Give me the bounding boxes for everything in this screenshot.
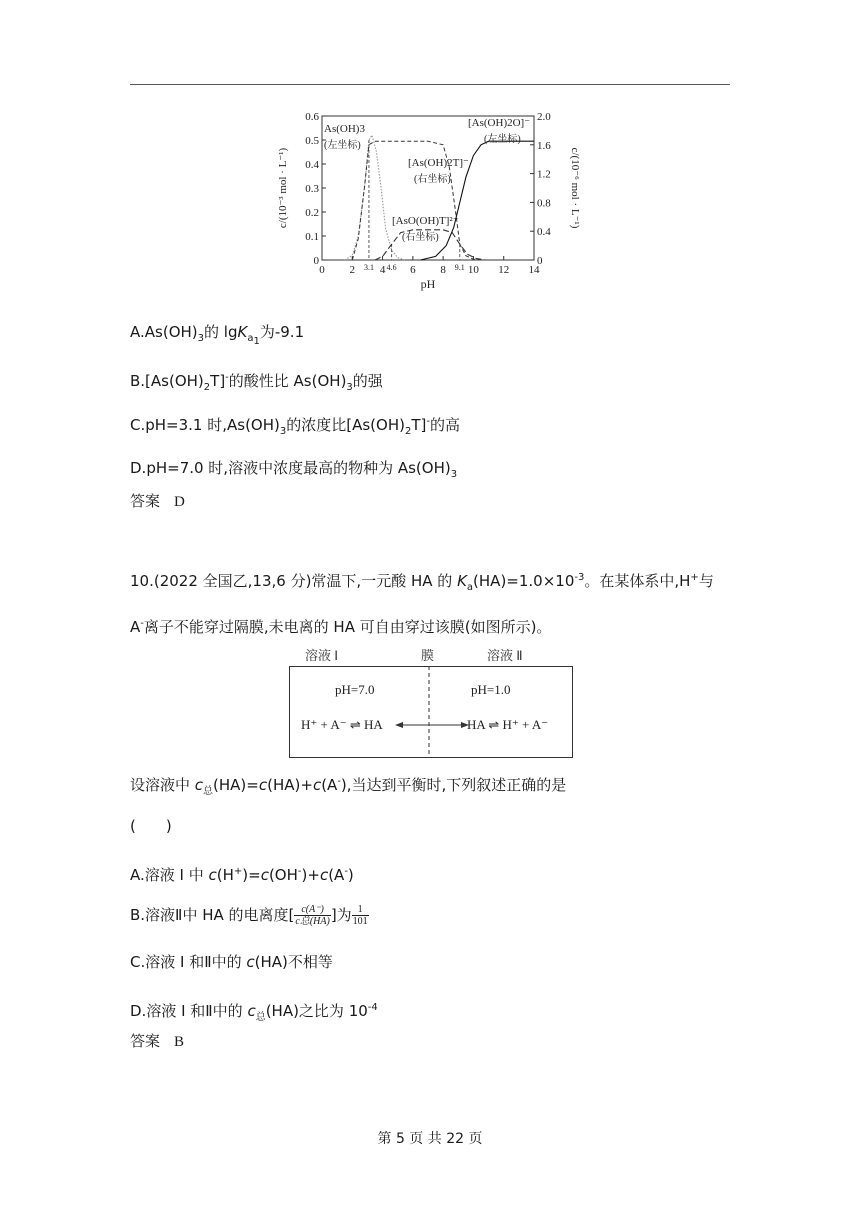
q10-option-d: D.溶液 Ⅰ 和Ⅱ中的 $c_总(HA)$之比为 $10^{-4}$ — [130, 1002, 378, 1023]
marked-x-label: 3.1 — [363, 263, 374, 272]
y-left-tick-label: 0 — [313, 255, 319, 267]
q9-option-d: D.pH=7.0 时,溶液中浓度最高的物种为 $As(OH)_3$ — [130, 459, 458, 480]
y-right-tick-label: 1.2 — [537, 168, 551, 181]
q9-answer: 答案 D — [130, 492, 185, 510]
y-left-tick-label: 0.5 — [305, 135, 319, 147]
series-line-1 — [345, 135, 406, 260]
y-right-tick-label: 0.8 — [537, 197, 551, 210]
species-distribution-chart — [277, 104, 581, 300]
q9-option-a: $A.As(OH)_3$的 lgK$_{a_1}$为-9.1 — [130, 323, 305, 347]
annotation-as-oh2t: [As(OH)2T]⁻ — [408, 157, 469, 169]
marked-x-label: 9.1 — [454, 263, 465, 272]
solution-2-equilibrium: HA ⇌ H⁺ + A⁻ — [467, 717, 549, 732]
annotation-right-axis-2: (右坐标) — [402, 232, 439, 243]
q10-answer: 答案 B — [130, 1032, 185, 1050]
annotation-as-oh3: As(OH)3 — [324, 123, 365, 135]
q9-option-b: $B.[As(OH)_2T]^-$的酸性比 $As(OH)_3$的强 — [130, 372, 383, 393]
q10-stem-line3: 设溶液中 $c_总(HA)=c(HA)+c(A^-)$,当达到平衡时,下列叙述正确的是 — [130, 776, 567, 797]
annotation-right-axis: (右坐标) — [414, 174, 451, 185]
annotation-as-oh2o: [As(OH)2O]⁻ — [468, 117, 531, 129]
header-rule — [130, 84, 730, 85]
annotation-aso-oht: [AsO(OH)T]²⁻ — [392, 215, 459, 227]
y-right-axis-label: c/(10⁻⁶ mol · L⁻¹) — [569, 147, 581, 229]
q10-option-b: B.溶液Ⅱ中 HA 的电离度[ $\frac{c(A^-)}{\text{c总(HA)}}$ ]为 $\frac{1}{101}$ — [130, 904, 368, 927]
q10-option-a: A.溶液 Ⅰ 中 c(H+)=c(OH-)+c(A-) — [130, 866, 354, 884]
membrane-line — [289, 666, 573, 758]
page-footer: 第 5 页 共 22 页 — [377, 1131, 483, 1147]
x-tick-label: 6 — [410, 264, 416, 276]
q10-stem-line1: 10.(2022 全国乙,13,6 分)常温下,一元酸 HA 的 $K_a(HA)=1.0\times 10^{-3}$。在某体系中,H+与 — [130, 572, 714, 593]
ionization-fraction: $\frac{c(A^-)}{\text{c总(HA)}}$ — [295, 904, 330, 927]
q9-option-c: C.pH=3.1 时$,As(OH)_3$的浓度比$[As(OH)_2T]^-$的高 — [130, 416, 460, 437]
x-tick-label: 12 — [498, 264, 510, 276]
y-right-tick-label: 1.6 — [537, 139, 551, 152]
y-right-tick-label: 0.4 — [537, 226, 551, 239]
x-tick-label: 4 — [379, 264, 386, 276]
x-tick-label: 0 — [319, 264, 325, 276]
x-tick-label: 2 — [349, 264, 356, 276]
x-tick-label: 8 — [440, 264, 446, 276]
membrane-header: 膜 — [421, 648, 435, 663]
y-left-tick-label: 0.2 — [305, 207, 319, 219]
y-left-axis-label: c/(10⁻³ mol · L⁻¹) — [277, 147, 289, 229]
y-right-tick-label: 2.0 — [537, 111, 551, 123]
x-tick-label: 10 — [467, 264, 479, 276]
x-axis-label: pH — [420, 277, 436, 291]
q10-option-c: C.溶液 Ⅰ 和Ⅱ中的 c(HA)不相等 — [130, 953, 333, 971]
solution-1-header: 溶液 Ⅰ — [305, 648, 339, 663]
y-left-tick-label: 0.1 — [305, 231, 319, 243]
y-left-tick-label: 0.3 — [305, 183, 319, 195]
solution-2-header: 溶液 Ⅱ — [487, 648, 523, 663]
ionization-value: $\frac{1}{101}$ — [352, 904, 368, 927]
y-right-tick-label: 0 — [537, 255, 543, 267]
solution-2-ph: pH=1.0 — [471, 682, 511, 697]
q10-answer-blank: ( ) — [130, 817, 172, 835]
marked-x-label: 4.6 — [386, 263, 397, 272]
membrane-diagram — [289, 642, 573, 758]
solution-1-equilibrium: H⁺ + A⁻ ⇌ HA — [301, 717, 383, 732]
y-left-tick-label: 0.4 — [305, 159, 319, 171]
annotation-left-axis: (左坐标) — [324, 140, 361, 151]
solution-1-ph: pH=7.0 — [335, 682, 375, 697]
annotation-left-axis-2: (左坐标) — [484, 134, 521, 145]
x-tick-label: 14 — [528, 264, 540, 276]
y-left-tick-label: 0.6 — [305, 111, 319, 123]
q10-stem-line2: A-离子不能穿过隔膜,未电离的 HA 可自由穿过该膜(如图所示)。 — [130, 618, 552, 636]
